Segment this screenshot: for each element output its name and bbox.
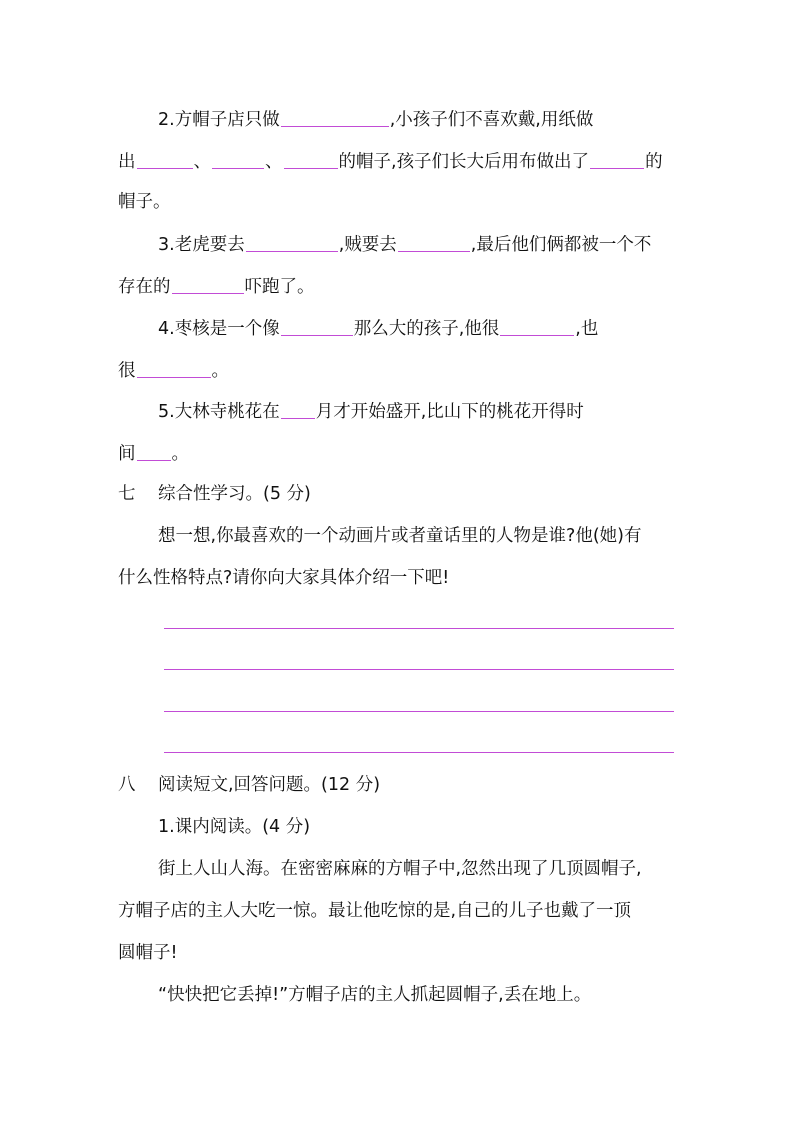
question-text: 很 xyxy=(118,361,136,381)
question-text: ,贼要去 xyxy=(338,235,397,255)
passage-line xyxy=(118,899,631,923)
passage-text: 圆帽子! xyxy=(118,943,178,963)
answer-blank[interactable] xyxy=(281,106,389,127)
answer-blank[interactable] xyxy=(246,231,338,252)
question-text: 。 xyxy=(171,444,189,464)
question-text: 枣核是一个像 xyxy=(174,319,280,339)
question-number: 2. xyxy=(158,110,175,130)
question-4-line-1 xyxy=(158,315,598,341)
question-text: 出 xyxy=(118,152,136,172)
question-number: 3. xyxy=(158,235,175,255)
section-7-prompt-line-1 xyxy=(158,524,642,548)
answer-blank[interactable] xyxy=(172,273,244,294)
question-text: 。 xyxy=(211,361,229,381)
answer-blank[interactable] xyxy=(284,148,338,169)
question-text: 的帽子,孩子们长大后用布做出了 xyxy=(338,152,590,172)
answer-blank[interactable] xyxy=(281,315,353,336)
prompt-text: 什么性格特点?请你向大家具体介绍一下吧! xyxy=(118,568,450,588)
question-text: 帽子。 xyxy=(118,192,171,212)
question-5-line-2 xyxy=(118,440,189,466)
subsection-1-heading xyxy=(158,815,310,839)
question-text: 月才开始盛开,比山下的桃花开得时 xyxy=(315,402,584,422)
writing-line[interactable] xyxy=(164,669,674,670)
question-text: 方帽子店只做 xyxy=(174,110,280,130)
subsection-title: 1.课内阅读。(4 分) xyxy=(158,817,311,837)
passage-line xyxy=(118,941,178,965)
section-number: 八 xyxy=(118,775,136,795)
prompt-text: 想一想,你最喜欢的一个动画片或者童话里的人物是谁?他(她)有 xyxy=(158,526,642,546)
question-text: 那么大的孩子,他很 xyxy=(353,319,500,339)
writing-line[interactable] xyxy=(164,752,674,753)
question-text: 的 xyxy=(645,152,663,172)
separator: 、 xyxy=(265,152,283,172)
question-text: ,也 xyxy=(575,319,599,339)
answer-blank[interactable] xyxy=(398,231,470,252)
question-text: 大林寺桃花在 xyxy=(174,402,280,422)
question-2-line-1 xyxy=(158,106,593,132)
section-8-heading xyxy=(118,773,380,797)
question-text: 老虎要去 xyxy=(174,235,245,255)
passage-line xyxy=(158,857,642,881)
answer-blank[interactable] xyxy=(281,398,315,419)
question-2-line-2 xyxy=(118,148,663,174)
question-3-line-1 xyxy=(158,231,651,257)
section-title: 综合性学习。(5 分) xyxy=(158,484,311,504)
question-2-line-3 xyxy=(118,190,171,214)
writing-line[interactable] xyxy=(164,711,674,712)
separator: 、 xyxy=(193,152,211,172)
question-3-line-2 xyxy=(118,273,315,299)
question-text: 间 xyxy=(118,444,136,464)
passage-text: “快快把它丢掉!”方帽子店的主人抓起圆帽子,丢在地上。 xyxy=(158,985,592,1005)
answer-blank[interactable] xyxy=(137,357,211,378)
answer-blank[interactable] xyxy=(500,315,574,336)
question-text: 存在的 xyxy=(118,277,171,297)
writing-line[interactable] xyxy=(164,628,674,629)
section-7-heading xyxy=(118,482,311,506)
answer-blank[interactable] xyxy=(212,148,264,169)
section-title: 阅读短文,回答问题。(12 分) xyxy=(158,775,381,795)
question-4-line-2 xyxy=(118,357,229,383)
question-text: ,小孩子们不喜欢戴,用纸做 xyxy=(389,110,594,130)
section-7-prompt-line-2 xyxy=(118,566,449,590)
section-number: 七 xyxy=(118,484,136,504)
question-text: 吓跑了。 xyxy=(244,277,315,297)
passage-text: 街上人山人海。在密密麻麻的方帽子中,忽然出现了几顶圆帽子, xyxy=(158,859,642,879)
passage-text: 方帽子店的主人大吃一惊。最让他吃惊的是,自己的儿子也戴了一顶 xyxy=(118,901,632,921)
question-number: 4. xyxy=(158,319,175,339)
answer-blank[interactable] xyxy=(590,148,644,169)
question-text: ,最后他们俩都被一个不 xyxy=(470,235,652,255)
question-5-line-1 xyxy=(158,398,584,424)
answer-blank[interactable] xyxy=(137,440,171,461)
answer-blank[interactable] xyxy=(137,148,193,169)
question-number: 5. xyxy=(158,402,175,422)
passage-line xyxy=(158,983,591,1007)
